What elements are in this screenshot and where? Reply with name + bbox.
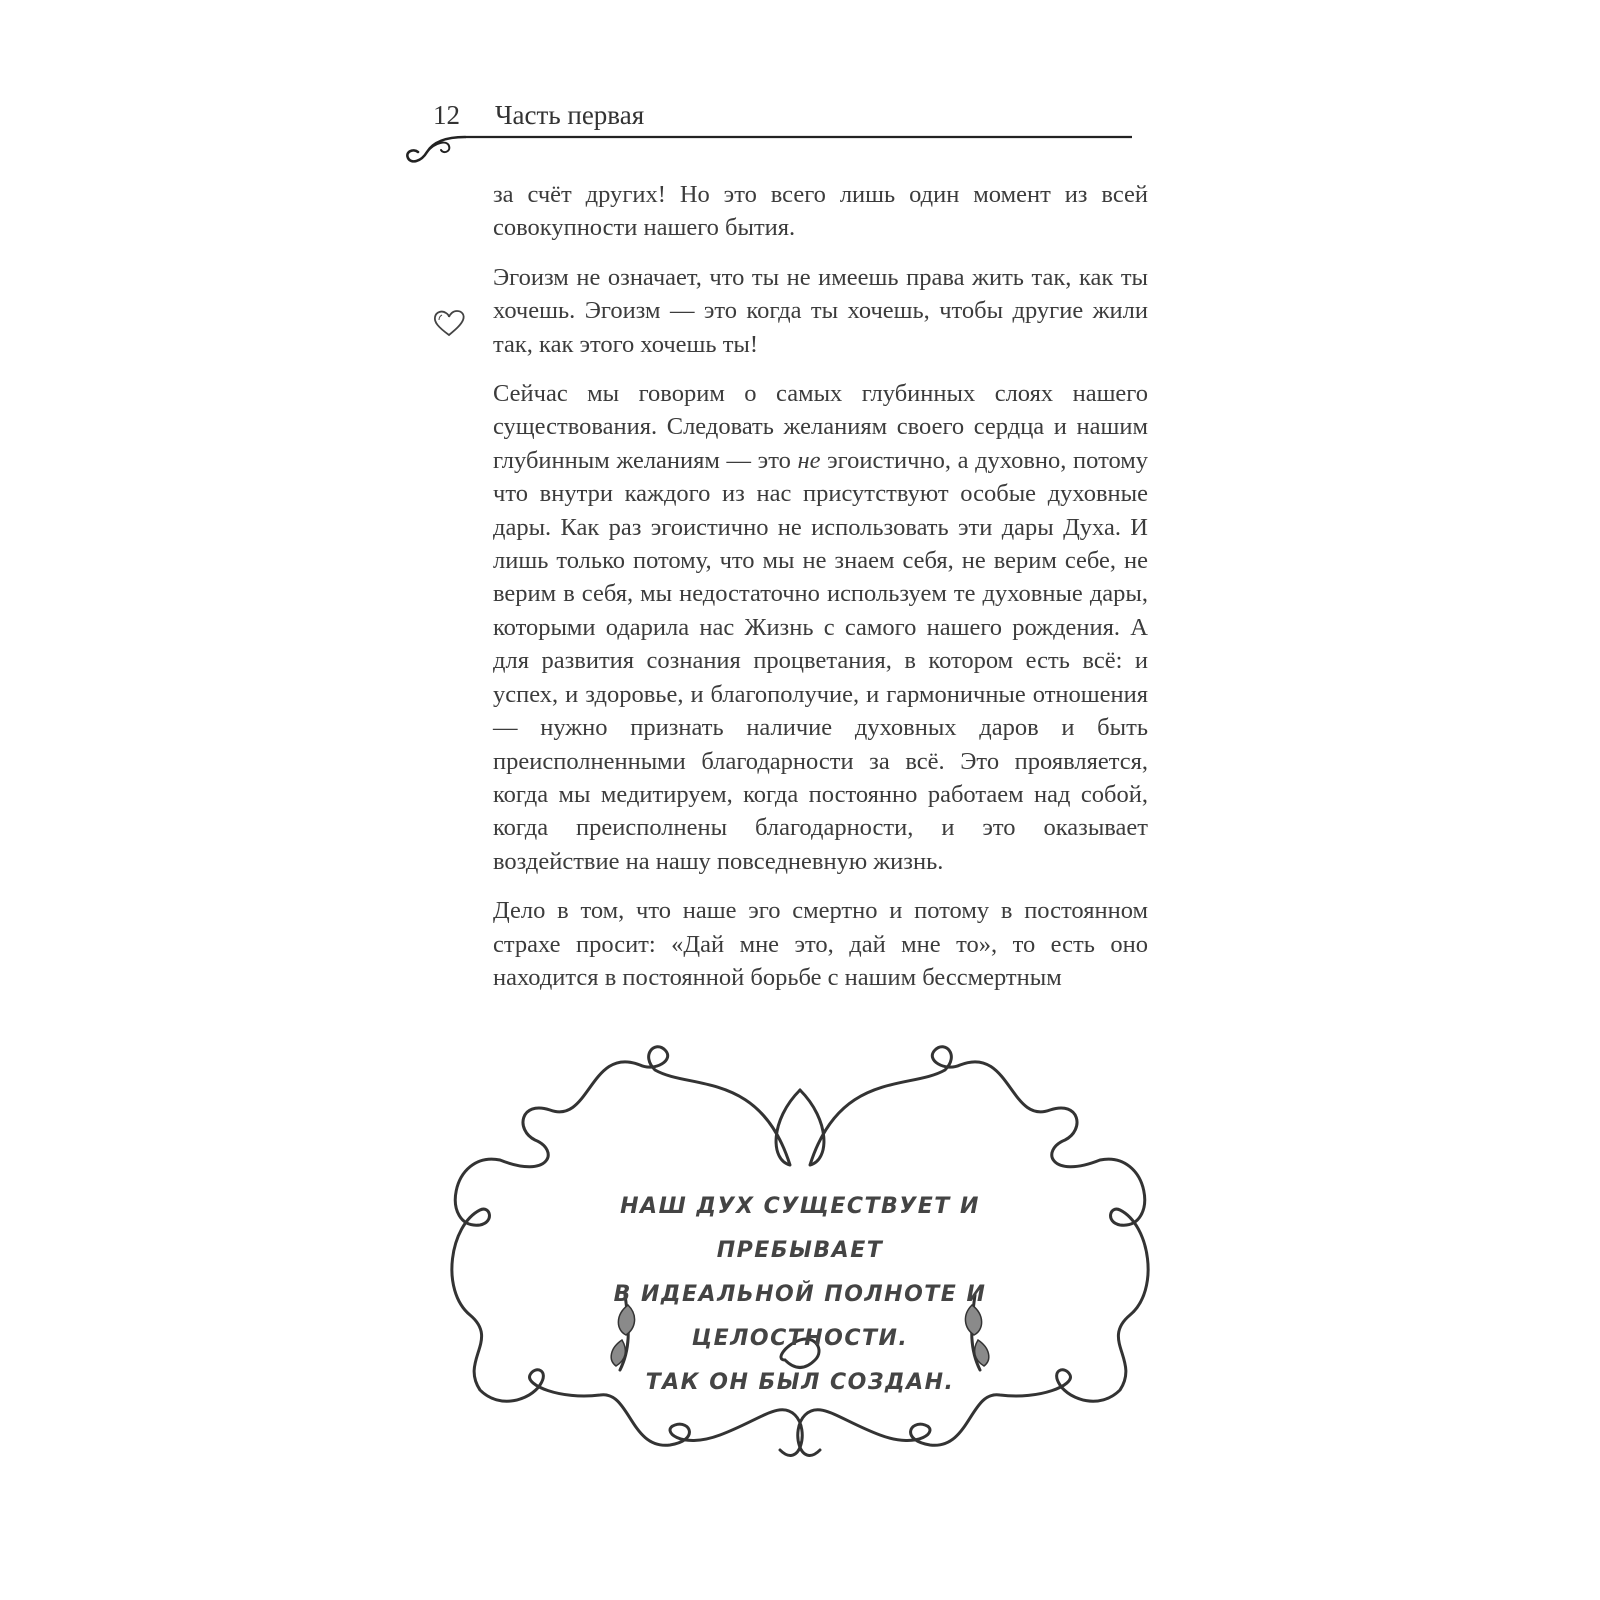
page-number: 12: [433, 100, 460, 130]
paragraph-3-part-a: Сейчас мы говорим о самых глубинных слоях нашего существования. Следовать желаниям своего сердца и нашим глубинным желаниям — это: [493, 380, 1148, 474]
quote-line-1: НАШ ДУХ СУЩЕСТВУЕТ И ПРЕБЫВАЕТ: [620, 1194, 980, 1263]
emphasis-ne: не: [797, 446, 821, 474]
paragraph-3-part-b: эгоистично, а духовно, потому что внутри каждого из нас присутствуют особые духовные дары. Как раз эгоистично не использовать эти дары Духа. И лишь только потому, что мы не знаем себя, не верим себе, не верим в себя, мы недостаточно используем те духовные дары, которыми одарила нас Жизнь с самого нашего рождения. А для развития сознания процветания, в котором есть всё: и успех, и здоровье, и благополучие, и гармоничные отношения — нужно признать наличие духовных даров и быть преисполненными благодарности за всё. Это проявляется, когда мы медитируем, когда постоянно работаем над собой, когда преисполнены благодарности, и это оказывает воздействие на нашу повседневную жизнь.: [493, 446, 1148, 875]
paragraph-1: за счёт других! Но это всего лишь один момент из всей совокупности нашего бытия.: [493, 181, 1148, 242]
heart-icon: [432, 307, 466, 339]
swash-ornament: [405, 128, 1165, 178]
paragraph-2: Эгоизм не означает, что ты не имеешь права жить так, как ты хочешь. Эгоизм — это когда ты хочешь, чтобы другие жили так, как этого хочешь ты!: [493, 263, 1148, 358]
paragraph-4: Дело в том, что наше эго смертно и потому в постоянном страхе просит: «Дай мне это, дай мне то», то есть оно находится в постоянной борьбе с нашим бессмертным: [493, 897, 1148, 991]
quote-line-3: ТАК ОН БЫЛ СОЗДАН.: [645, 1370, 955, 1395]
quote-line-2: В ИДЕАЛЬНОЙ ПОЛНОТЕ И ЦЕЛОСТНОСТИ.: [613, 1282, 987, 1351]
paragraph-3: [493, 377, 1148, 878]
running-head: Часть первая: [495, 100, 645, 130]
pull-quote: [540, 1185, 1060, 1405]
body-text: [493, 178, 1148, 1010]
